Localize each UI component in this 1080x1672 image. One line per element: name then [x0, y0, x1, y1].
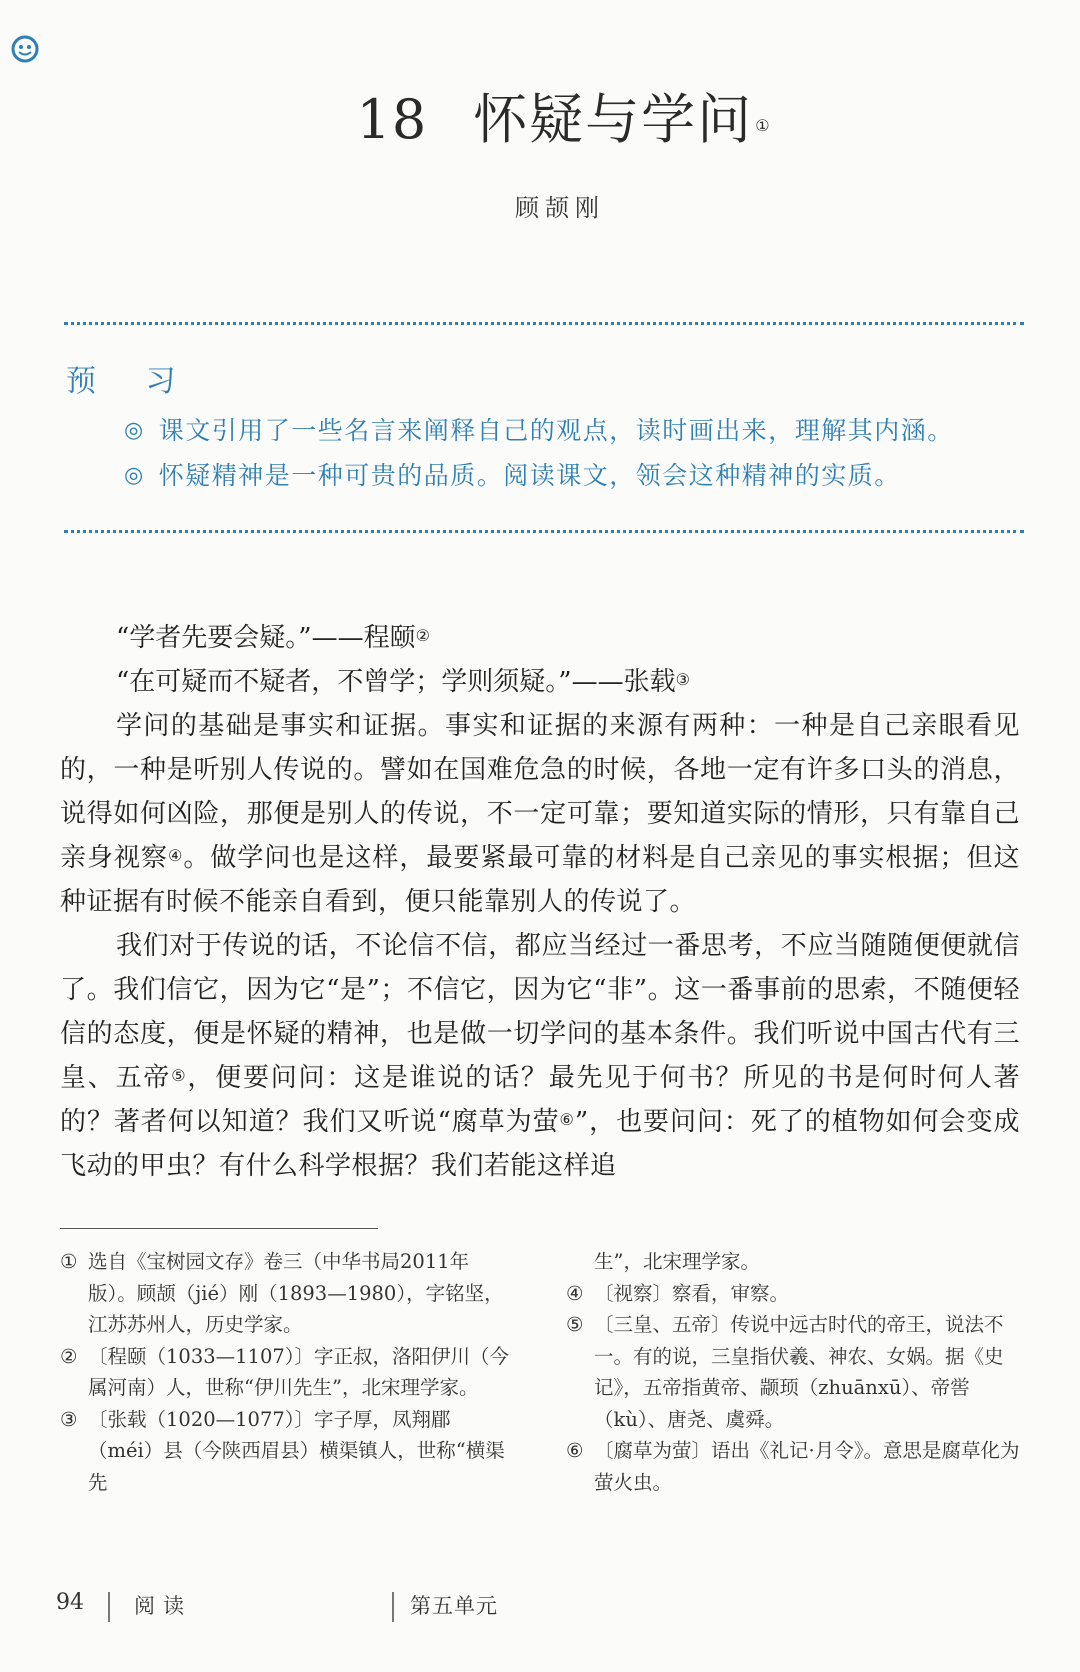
preview-heading: 预 习 [66, 364, 196, 399]
quote-text: “在可疑而不疑者，不曾学；学则须疑。”——张载 [116, 667, 676, 697]
paragraph-text: 。做学问也是这样，最要紧最可靠的材料是自己亲见的事实根据；但这种证据有时候不能亲自看到，便只能靠别人的传说了。 [60, 843, 1020, 917]
footnote-number: ② [60, 1344, 78, 1368]
unit-label: 第五单元 [410, 1594, 498, 1618]
paragraph-text: 我们对于传说的话，不论信不信，都应当经过一番思考，不应当随随便便就信了。我们信它，因为它“是”；不信它，因为它“非”。这一番事前的思索，不随便轻信的态度，便是怀疑的精神，也是做一切学问的基本条件。我们听说中国古代有三皇、五帝 [60, 931, 1020, 1093]
footnote-marker: ⑤ [171, 1066, 188, 1085]
lesson-title [473, 85, 771, 155]
epigraph-quote [60, 616, 1020, 660]
dotted-divider-bottom [64, 530, 1024, 533]
page-footer [0, 1590, 1080, 1630]
footnote-text: 〔张载（1020—1077）〕字子厚，凤翔郿（méi）县（今陕西眉县）横渠镇人，世称“横渠先 [88, 1407, 505, 1494]
lesson-number: 18 [356, 88, 428, 151]
dotted-divider-top [64, 322, 1024, 325]
footer-divider [108, 1592, 110, 1622]
footnote-text: 选自《宝树园文存》卷三（中华书局2011年版）。顾颉（jié）刚（1893—1980），字铭坚，江苏苏州人，历史学家。 [88, 1250, 504, 1336]
footnote-number: ④ [566, 1281, 584, 1305]
footnote-number: ⑤ [566, 1313, 584, 1336]
footer-divider [392, 1592, 394, 1622]
paragraph-text: ，便要问问：这是谁说的话？最先见于何书？所见的书是何时何人著的？著者何以知道？我们又听说“腐草为萤 [60, 1063, 1020, 1137]
footnotes-left-column [60, 1246, 510, 1498]
preview-item-text: 怀疑精神是一种可贵的品质。阅读课文，领会这种精神的实质。 [158, 461, 901, 490]
lesson-title-text: 怀疑与学问 [473, 88, 754, 151]
footnotes-right-column [566, 1246, 1026, 1498]
footnote-text: 〔程颐（1033—1107）〕字正叔，洛阳伊川（今属河南）人，世称“伊川先生”，北宋理学家。 [88, 1344, 510, 1399]
footnote-marker: ④ [168, 846, 184, 865]
paragraph-text: 学问的基础是事实和证据。事实和证据的来源有两种：一种是自己亲眼看见的，一种是听别人传说的。譬如在国难危急的时候，各地一定有许多口头的消息，说得如何凶险，那便是别人的传说，不一定可靠；要知道实际的情形，只有靠自己亲身视察 [60, 711, 1020, 873]
preview-item-text: 课文引用了一些名言来阐释自己的观点，读时画出来，理解其内涵。 [158, 416, 954, 445]
footnote-number: ③ [60, 1407, 78, 1431]
footnote-separator [60, 1228, 378, 1229]
bullet-icon: ◎ [124, 463, 145, 488]
author-name: 顾颉刚 [515, 194, 605, 222]
footnote [566, 1435, 1026, 1498]
paragraph [60, 704, 1020, 924]
preview-item [124, 408, 1024, 453]
footnote [60, 1341, 510, 1404]
footnote [60, 1246, 510, 1341]
footnote-text: 〔视察〕察看，审察。 [594, 1281, 790, 1305]
section-label: 阅读 [134, 1594, 192, 1618]
footnote-marker: ③ [675, 670, 690, 689]
footnote-number: ① [60, 1250, 78, 1273]
footnote [60, 1404, 510, 1499]
footnote-marker: ② [415, 626, 430, 645]
footnote [566, 1309, 1026, 1435]
smiley-icon[interactable] [10, 34, 40, 64]
paragraph-text: ”，也要问问：死了的植物如何会变成飞动的甲虫？有什么科学根据？我们若能这样追 [60, 1107, 1021, 1181]
bullet-icon: ◎ [124, 418, 145, 443]
preview-item [124, 453, 1024, 498]
page-number: 94 [56, 1590, 84, 1615]
footnote [566, 1278, 1026, 1310]
body-text [60, 616, 1020, 1188]
title-footnote-marker: ① [755, 116, 772, 135]
footnote-number: ⑥ [566, 1439, 584, 1462]
footnote-continuation: 生”，北宋理学家。 [594, 1250, 760, 1273]
quote-text: “学者先要会疑。”——程颐 [116, 623, 416, 653]
lesson-header [0, 85, 1080, 155]
footnote-marker: ⑥ [559, 1110, 575, 1129]
preview-list [124, 408, 1024, 498]
footnote-text: 〔三皇、五帝〕传说中远古时代的帝王，说法不一。有的说，三皇指伏羲、神农、女娲。据《史记》，五帝指黄帝、颛顼（zhuānxū）、帝喾（kù）、唐尧、虞舜。 [594, 1313, 1004, 1431]
paragraph [60, 924, 1020, 1188]
epigraph-quote [60, 660, 1020, 704]
footnote-text: 〔腐草为萤〕语出《礼记·月令》。意思是腐草化为萤火虫。 [594, 1439, 1020, 1494]
